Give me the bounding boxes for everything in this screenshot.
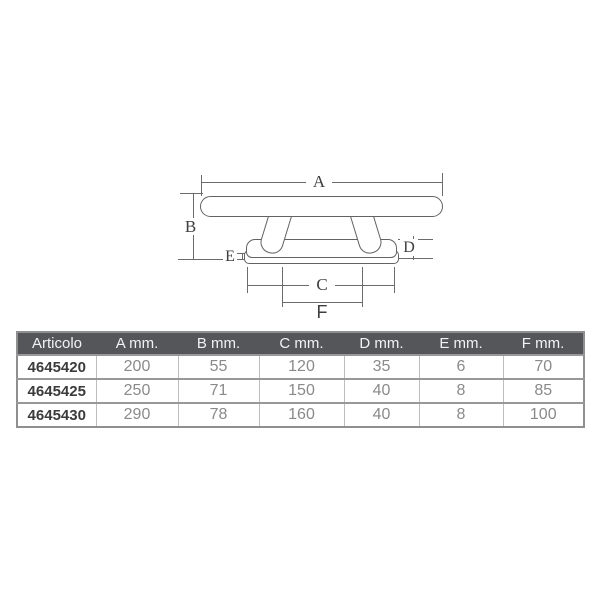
dim-f-extension-left [282, 267, 283, 307]
article-number: 4645425 [17, 379, 96, 403]
col-header-e: E mm. [419, 332, 503, 355]
dim-a-label: A [306, 173, 332, 190]
dim-e-label: E [223, 248, 237, 265]
value-f: 85 [503, 379, 584, 403]
value-d: 35 [344, 355, 419, 379]
cleat-horn-bar [200, 196, 443, 217]
value-b: 55 [178, 355, 259, 379]
article-number: 4645420 [17, 355, 96, 379]
value-a: 250 [96, 379, 178, 403]
value-e: 8 [419, 379, 503, 403]
table-header-row [17, 332, 584, 355]
value-f: 70 [503, 355, 584, 379]
col-header-a: A mm. [96, 332, 178, 355]
dim-c-label: C [309, 276, 335, 293]
dim-a-tick-right [442, 173, 443, 196]
value-c: 160 [259, 403, 344, 427]
col-header-f: F mm. [503, 332, 584, 355]
value-a: 290 [96, 403, 178, 427]
dim-d-label: D [400, 239, 418, 256]
value-c: 150 [259, 379, 344, 403]
table-row [17, 355, 584, 379]
table-row [17, 379, 584, 403]
dim-c-extension-right [394, 267, 395, 293]
value-d: 40 [344, 379, 419, 403]
value-e: 8 [419, 403, 503, 427]
dim-d-extension-bottom [398, 258, 433, 259]
dim-c-extension-left [247, 267, 248, 293]
col-header-d: D mm. [344, 332, 419, 355]
table-row [17, 403, 584, 427]
col-header-c: C mm. [259, 332, 344, 355]
size-spec-table [16, 331, 585, 428]
col-header-articolo: Articolo [17, 332, 96, 355]
value-f: 100 [503, 403, 584, 427]
value-a: 200 [96, 355, 178, 379]
value-b: 71 [178, 379, 259, 403]
value-d: 40 [344, 403, 419, 427]
dim-f-extension-right [362, 267, 363, 307]
value-c: 120 [259, 355, 344, 379]
value-b: 78 [178, 403, 259, 427]
dim-b-top-tick [180, 193, 203, 194]
dim-f-label: F [311, 304, 333, 321]
article-number: 4645430 [17, 403, 96, 427]
value-e: 6 [419, 355, 503, 379]
col-header-b: B mm. [178, 332, 259, 355]
dim-b-label: B [182, 218, 199, 235]
dim-e-tick-vertical [242, 253, 243, 259]
